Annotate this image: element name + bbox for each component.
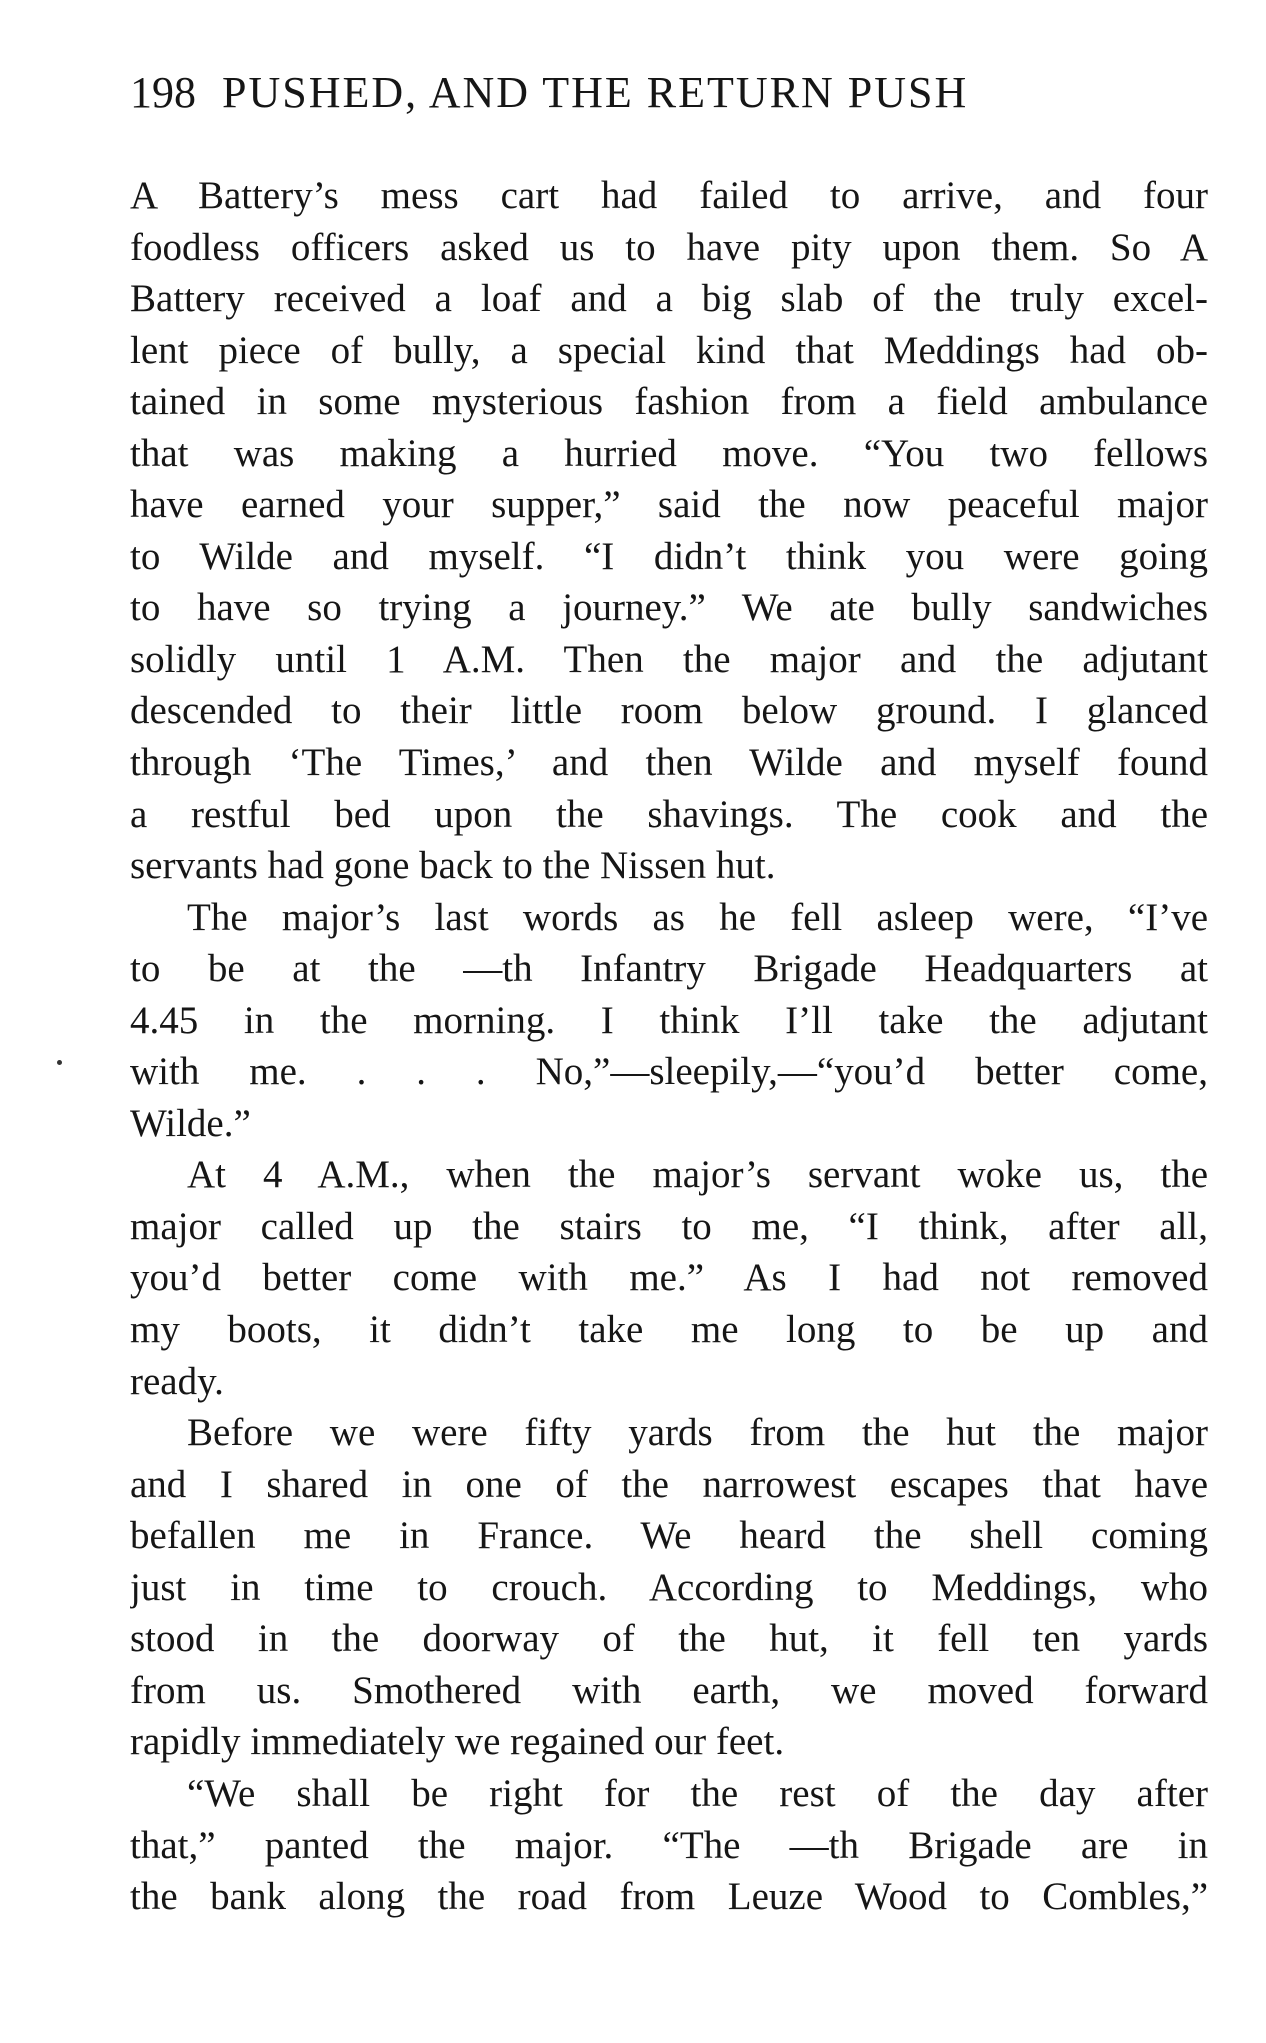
text-line: rapidly immediately we regained our feet. [130, 1720, 785, 1764]
text-line: servants had gone back to the Nissen hut. [130, 844, 776, 888]
text-line: to be at the —th Infantry Brigade Headquarters at [130, 947, 1208, 991]
text-line: a restful bed upon the shavings. The cook and the [130, 792, 1208, 836]
text-line: ready. [130, 1359, 224, 1403]
text-line: have earned your supper,” said the now peaceful major [130, 483, 1208, 527]
text-line: solidly until 1 A.M. Then the major and the adjutant [130, 637, 1208, 681]
text-line: to Wilde and myself. “I didn’t think you were going [130, 534, 1208, 578]
text-line: befallen me in France. We heard the shell coming [130, 1514, 1208, 1558]
text-line: The major’s last words as he fell asleep were, “I’ve [187, 895, 1208, 939]
text-line: foodless officers asked us to have pity upon them. So A [130, 225, 1208, 269]
text-line: descended to their little room below ground. I glanced [130, 689, 1208, 733]
text-line: stood in the doorway of the hut, it fell ten yards [130, 1617, 1208, 1661]
running-head [130, 68, 1130, 118]
text-line: 4.45 in the morning. I think I’ll take the adjutant [130, 998, 1208, 1042]
text-line: At 4 A.M., when the major’s servant woke us, the [187, 1153, 1208, 1197]
text-line: the bank along the road from Leuze Wood to Combles,” [130, 1875, 1208, 1919]
text-line: just in time to crouch. According to Meddings, who [130, 1565, 1208, 1609]
text-line: that was making a hurried move. “You two fellows [130, 431, 1208, 475]
text-line: to have so trying a journey.” We ate bully sandwiches [130, 586, 1208, 630]
text-line: through ‘The Times,’ and then Wilde and myself found [130, 741, 1208, 785]
text-line: from us. Smothered with earth, we moved forward [130, 1668, 1208, 1712]
text-line: Before we were fifty yards from the hut the major [187, 1411, 1208, 1455]
text-line: Wilde.” [130, 1101, 251, 1145]
text-line: major called up the stairs to me, “I think, after all, [130, 1204, 1208, 1248]
margin-dot [57, 1060, 62, 1065]
text-line: A Battery’s mess cart had failed to arrive, and four [130, 174, 1208, 217]
text-line: you’d better come with me.” As I had not removed [130, 1256, 1208, 1300]
text-line: my boots, it didn’t take me long to be up and [130, 1308, 1208, 1352]
text-line: with me. . . . No,”—sleepily,—“you’d better come, [130, 1050, 1208, 1094]
text-line: that,” panted the major. “The —th Brigade are in [130, 1823, 1208, 1867]
body-text [130, 170, 1208, 1923]
text-line: lent piece of bully, a special kind that Meddings had ob- [130, 328, 1208, 372]
page-number: 198 [130, 68, 196, 117]
text-line: and I shared in one of the narrowest escapes that have [130, 1462, 1208, 1506]
text-line: “We shall be right for the rest of the day after [187, 1771, 1208, 1815]
text-line: tained in some mysterious fashion from a field ambulance [130, 380, 1208, 424]
running-title: PUSHED, AND THE RETURN PUSH [222, 68, 969, 117]
text-line: Battery received a loaf and a big slab of the truly excel- [130, 277, 1208, 321]
